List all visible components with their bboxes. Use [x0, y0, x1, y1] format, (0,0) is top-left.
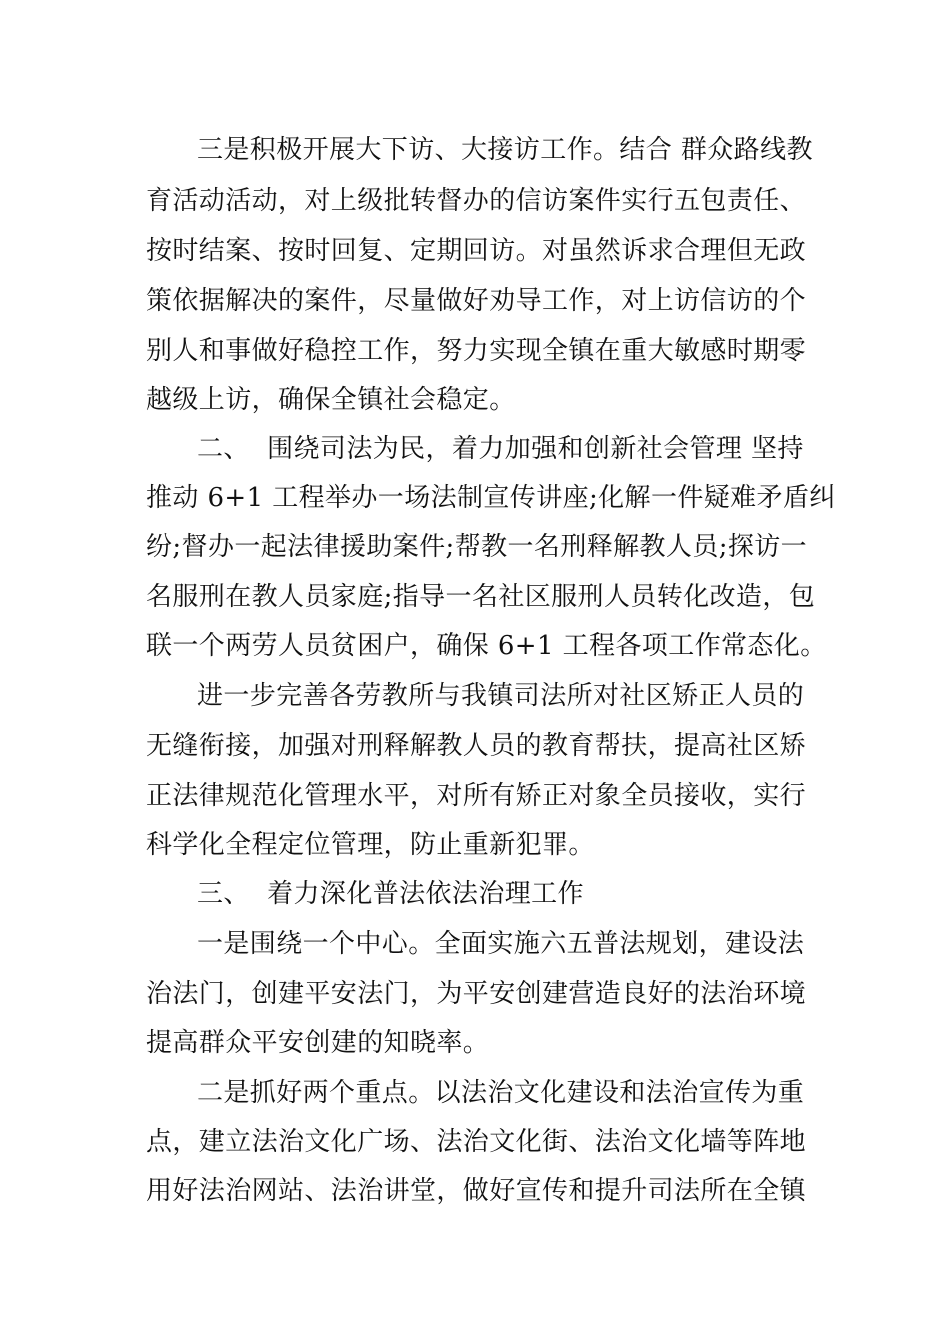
text-line: 一是围绕一个中心。全面实施六五普法规划，建设法 — [197, 929, 805, 959]
text-line: 按时结案、按时回复、定期回访。对虽然诉求合理但无政 — [146, 236, 807, 266]
text-line: 科学化全程定位管理，防止重新犯罪。 — [146, 830, 595, 860]
text-line: 名服刑在教人员家庭;指导一名社区服刑人员转化改造，包 — [146, 582, 816, 612]
text-line: 推动 6+1 工程举办一场法制宣传讲座;化解一件疑难矛盾纠 — [146, 483, 836, 513]
text-line: 提高群众平安创建的知晓率。 — [146, 1028, 490, 1058]
text-line: 正法律规范化管理水平，对所有矫正对象全员接收，实行 — [146, 781, 807, 811]
text-line: 点，建立法治文化广场、法治文化街、法治文化墙等阵地 — [146, 1127, 807, 1157]
text-line: 三、 着力深化普法依法治理工作 — [197, 879, 584, 909]
text-line: 育活动活动，对上级批转督办的信访案件实行五包责任、 — [146, 186, 807, 216]
text-line: 策依据解决的案件，尽量做好劝导工作，对上访信访的个 — [146, 286, 807, 316]
text-line: 联一个两劳人员贫困户，确保 6+1 工程各项工作常态化。 — [146, 631, 827, 661]
text-line: 别人和事做好稳控工作，努力实现全镇在重大敏感时期零 — [146, 336, 807, 366]
text-line: 进一步完善各劳教所与我镇司法所对社区矫正人员的 — [197, 681, 805, 711]
text-line: 越级上访，确保全镇社会稳定。 — [146, 385, 516, 415]
text-line: 用好法治网站、法治讲堂，做好宣传和提升司法所在全镇 — [146, 1176, 807, 1206]
text-line: 二是抓好两个重点。以法治文化建设和法治宣传为重 — [197, 1078, 805, 1108]
text-line: 二、 围绕司法为民，着力加强和创新社会管理 坚持 — [197, 434, 804, 464]
text-line: 治法门，创建平安法门，为平安创建营造良好的法治环境 — [146, 979, 807, 1009]
text-line: 无缝衔接，加强对刑释解教人员的教育帮扶，提高社区矫 — [146, 731, 807, 761]
text-line: 纷;督办一起法律援助案件;帮教一名刑释解教人员;探访一 — [146, 532, 808, 562]
text-line: 三是积极开展大下访、大接访工作。结合 群众路线教 — [197, 135, 813, 165]
